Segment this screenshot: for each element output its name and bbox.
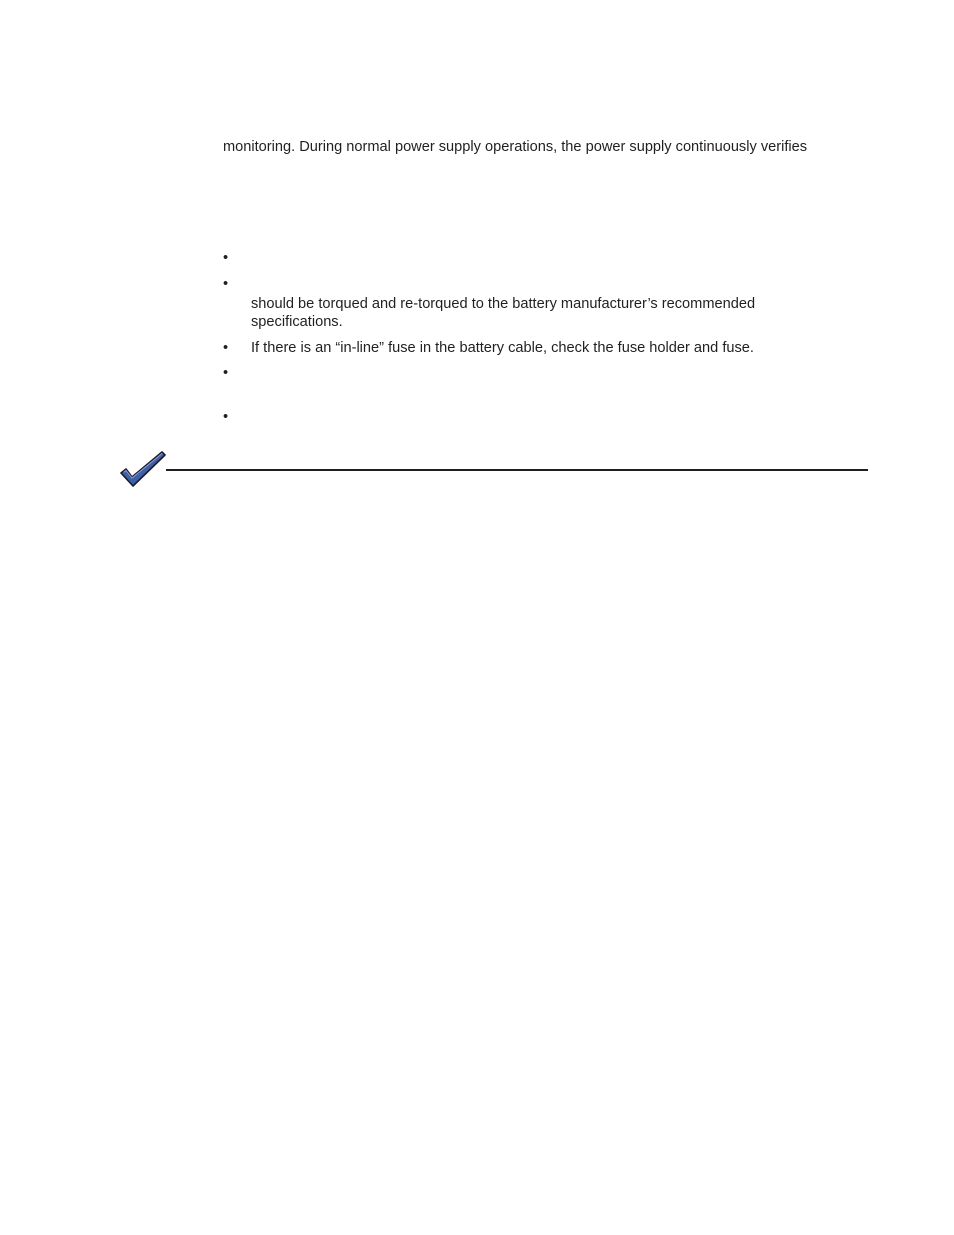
bullet-marker: • bbox=[223, 365, 229, 381]
note-divider bbox=[166, 469, 868, 471]
bullet-item-text: If there is an “in-line” fuse in the battery cable, check the fuse holder and fuse. bbox=[251, 340, 754, 356]
bullet-marker: • bbox=[223, 276, 229, 292]
bullet-marker: • bbox=[223, 409, 229, 425]
bullet-item-line: specifications. bbox=[251, 314, 343, 330]
bullet-marker: • bbox=[223, 250, 229, 266]
body-paragraph-line: monitoring. During normal power supply operations, the power supply continuously verifies bbox=[223, 139, 808, 155]
bullet-item-line: should be torqued and re-torqued to the battery manufacturer’s recommended bbox=[251, 296, 756, 312]
bullet-marker: • bbox=[223, 340, 229, 356]
checkmark-icon bbox=[118, 449, 168, 491]
